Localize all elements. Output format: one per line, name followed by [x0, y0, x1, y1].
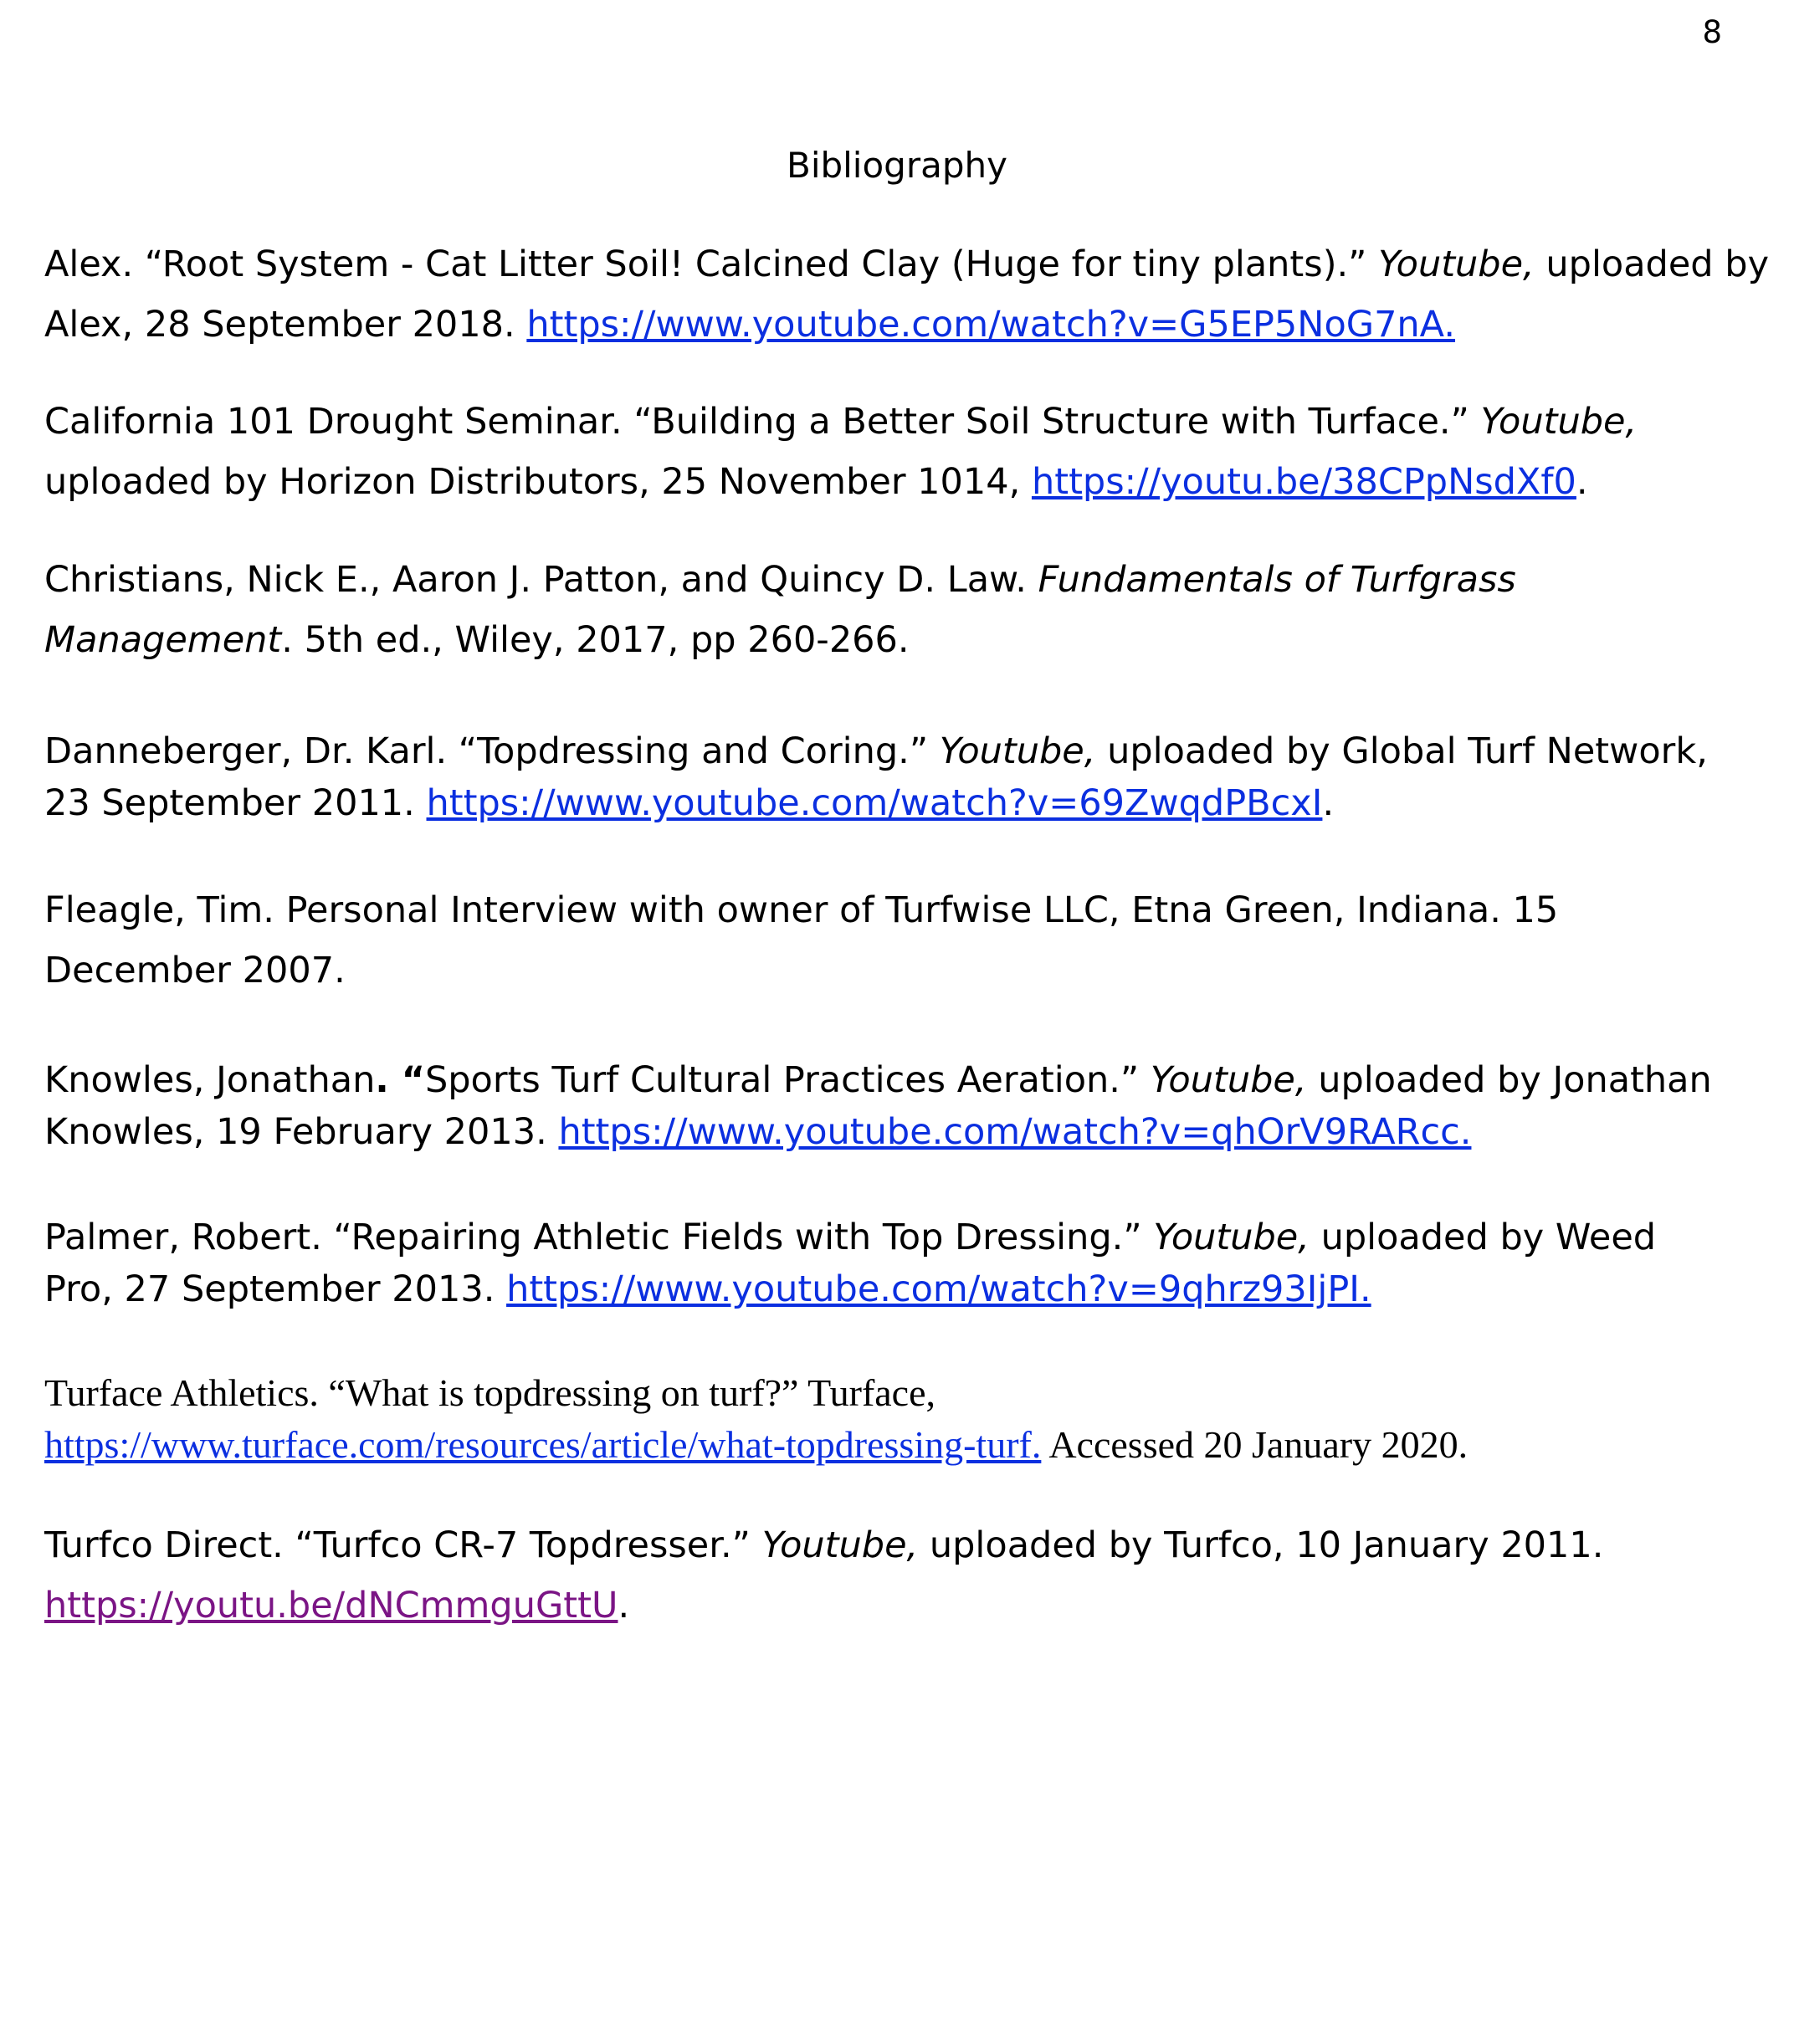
article-link[interactable]: https://www.turface.com/resources/article/what-topdressing-turf. — [44, 1423, 1042, 1466]
entry-line: Pro, 27 September 2013. https://www.youtube.com/watch?v=9qhrz93IjPI. — [44, 1268, 1371, 1310]
entry-line: Alex, 28 September 2018. https://www.youtube.com/watch?v=G5EP5NoG7nA. — [44, 304, 1456, 346]
bibliography-entry-california-drought-seminar — [44, 392, 1751, 512]
page-number: 8 — [1702, 14, 1722, 50]
bibliography-entry-knowles — [44, 1054, 1751, 1158]
bibliography-entry-danneberger — [44, 725, 1751, 829]
entry-line: Knowles, 19 February 2013. https://www.youtube.com/watch?v=qhOrV9RARcc. — [44, 1111, 1472, 1153]
entry-line: Turfco Direct. “Turfco CR-7 Topdresser.” Youtube, uploaded by Turfco, 10 January 2011. — [44, 1524, 1604, 1566]
bibliography-entry-turfco-direct — [44, 1515, 1751, 1636]
entry-line: Fleagle, Tim. Personal Interview with owner of Turfwise LLC, Etna Green, Indiana. 15 — [44, 889, 1559, 931]
video-link[interactable]: https://www.youtube.com/watch?v=69ZwqdPBcxI — [426, 782, 1323, 824]
entry-line: Management. 5th ed., Wiley, 2017, pp 260-266. — [44, 619, 910, 661]
bibliography-entry-fleagle — [44, 880, 1751, 1001]
entry-line: December 2007. — [44, 950, 346, 991]
video-link[interactable]: https://youtu.be/38CPpNsdXf0 — [1031, 461, 1576, 503]
bibliography-entry-christians — [44, 550, 1751, 670]
entry-line: Alex. “Root System - Cat Litter Soil! Calcined Clay (Huge for tiny plants).” Youtube, uploaded by — [44, 243, 1770, 285]
entry-line: https://www.turface.com/resources/article/what-topdressing-turf. Accessed 20 January 2020. — [44, 1423, 1469, 1466]
entry-line: Palmer, Robert. “Repairing Athletic Fields with Top Dressing.” Youtube, uploaded by Weed — [44, 1217, 1657, 1258]
bibliography-entry-turface-athletics — [44, 1367, 1751, 1471]
entry-line: Turface Athletics. “What is topdressing on turf?” Turface, — [44, 1371, 936, 1414]
bibliography-entry-alex — [44, 234, 1770, 355]
bibliography-entry-palmer — [44, 1212, 1751, 1315]
page-title: Bibliography — [787, 145, 1007, 186]
entry-line: California 101 Drought Seminar. “Building a Better Soil Structure with Turface.” Youtube, — [44, 401, 1638, 443]
entry-line: uploaded by Horizon Distributors, 25 November 1014, https://youtu.be/38CPpNsdXf0. — [44, 461, 1588, 503]
entry-line: Knowles, Jonathan. “Sports Turf Cultural Practices Aeration.” Youtube, uploaded by Jonathan — [44, 1059, 1712, 1101]
entry-line: 23 September 2011. https://www.youtube.com/watch?v=69ZwqdPBcxI. — [44, 782, 1335, 824]
entry-line: Danneberger, Dr. Karl. “Topdressing and Coring.” Youtube, uploaded by Global Turf Network, — [44, 730, 1708, 772]
video-link[interactable]: https://youtu.be/dNCmmguGttU — [44, 1585, 618, 1626]
entry-line: https://youtu.be/dNCmmguGttU. — [44, 1585, 630, 1626]
entry-line: Christians, Nick E., Aaron J. Patton, and Quincy D. Law. Fundamentals of Turfgrass — [44, 559, 1516, 601]
video-link[interactable]: https://www.youtube.com/watch?v=G5EP5NoG7nA. — [526, 304, 1456, 346]
video-link[interactable]: https://www.youtube.com/watch?v=9qhrz93IjPI. — [506, 1268, 1371, 1310]
video-link[interactable]: https://www.youtube.com/watch?v=qhOrV9RARcc. — [558, 1111, 1472, 1153]
